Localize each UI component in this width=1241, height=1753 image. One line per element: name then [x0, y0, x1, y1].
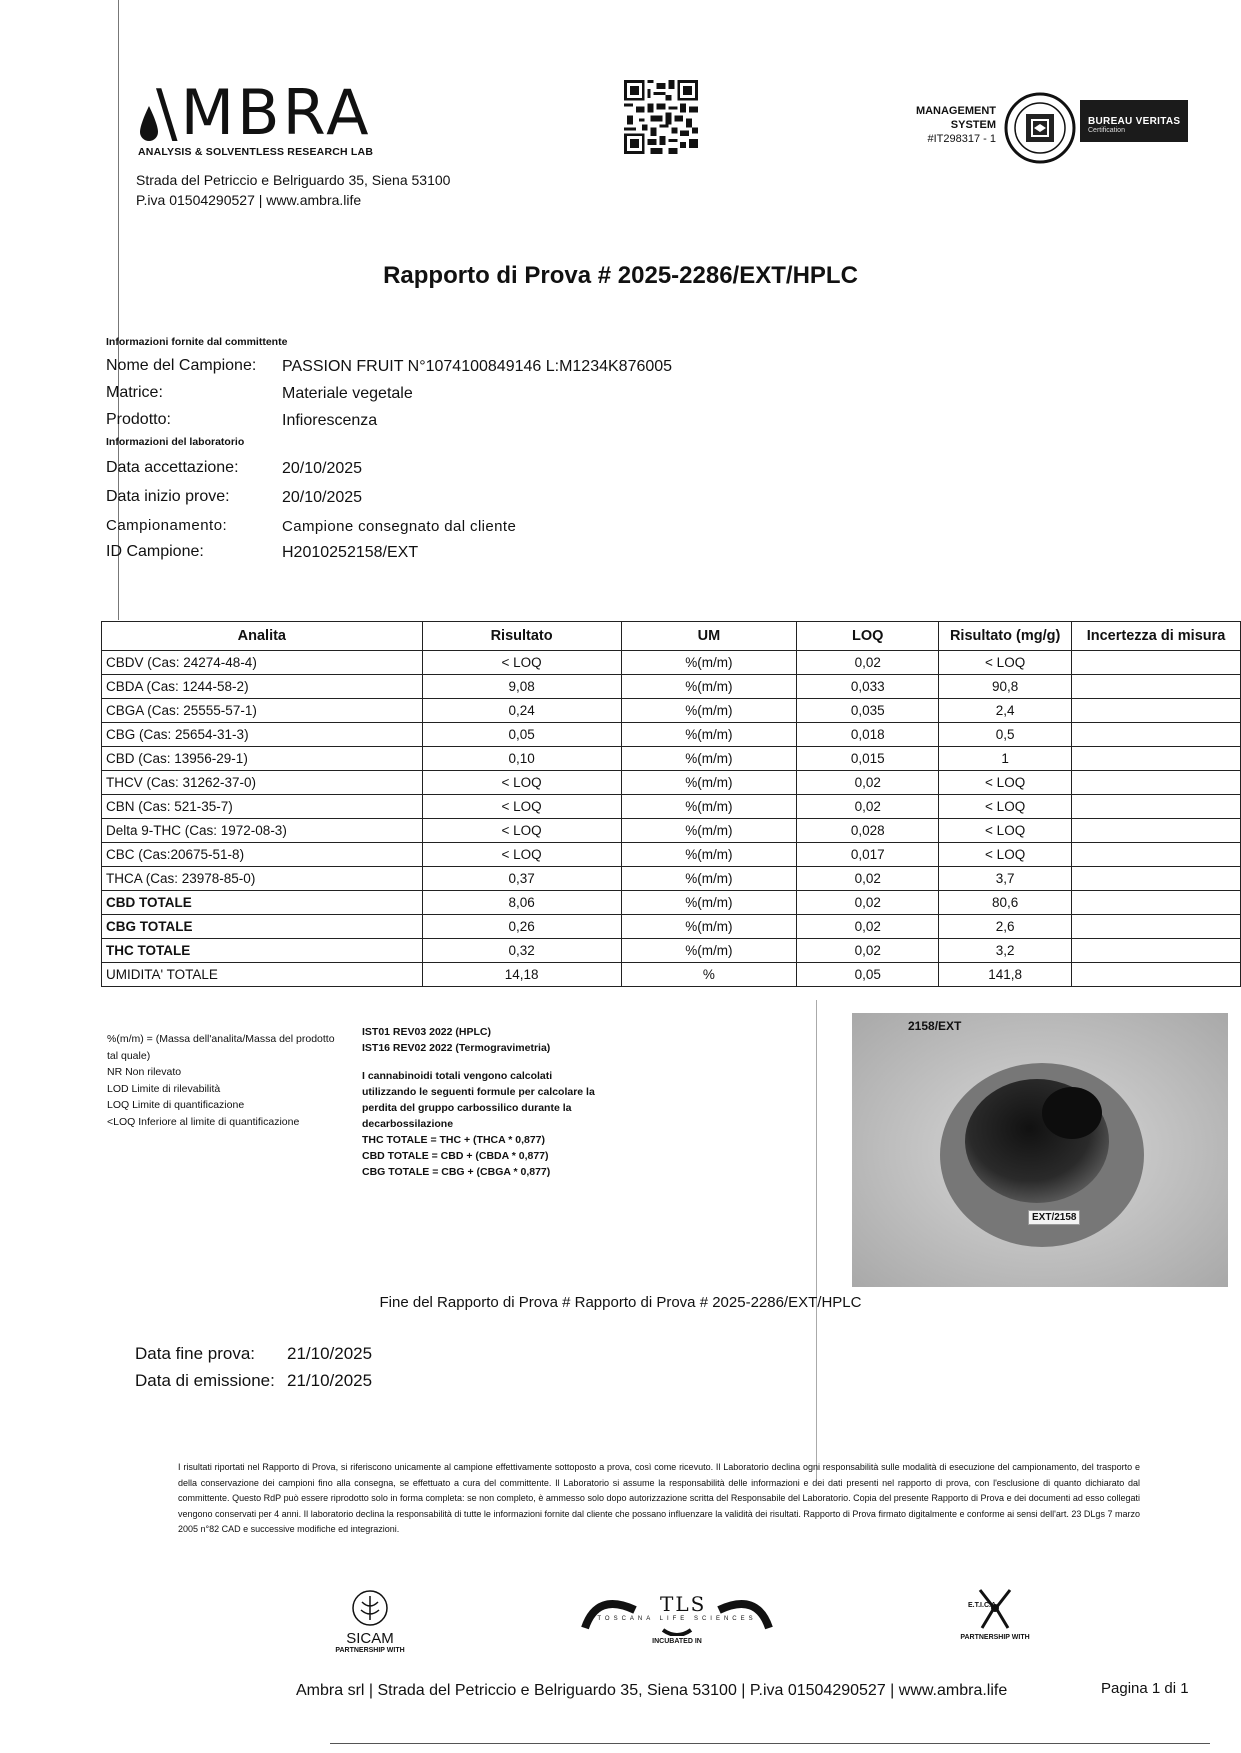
- end-of-report: Fine del Rapporto di Prova # Rapporto di Prova # 2025-2286/EXT/HPLC: [379, 1294, 862, 1311]
- info-label: Nome del Campione:: [106, 357, 257, 374]
- cell-um: %(m/m): [621, 939, 797, 963]
- cell-analita: THCV (Cas: 31262-37-0): [102, 771, 423, 795]
- methods-block: [362, 1024, 602, 1180]
- sample-id-value: H2010252158/EXT: [282, 544, 419, 561]
- vat-website-line: P.iva 01504290527 | www.ambra.life: [136, 192, 362, 208]
- cell-inc: [1072, 867, 1241, 891]
- cell-inc: [1072, 747, 1241, 771]
- cell-mg: 2,6: [939, 915, 1072, 939]
- cell-um: %(m/m): [621, 651, 797, 675]
- partner-caption: PARTNERSHIP WITH: [335, 1647, 405, 1654]
- badge-name: BUREAU VERITAS: [1088, 116, 1181, 127]
- qr-code-icon: [622, 80, 700, 154]
- cell-risultato: 0,05: [422, 723, 621, 747]
- cell-analita: CBG TOTALE: [102, 915, 423, 939]
- cell-loq: 0,02: [797, 867, 939, 891]
- results-table: [101, 621, 1241, 987]
- cell-risultato: 14,18: [422, 963, 621, 987]
- formula-line: CBD TOTALE = CBD + (CBDA * 0,877): [362, 1150, 549, 1162]
- cell-loq: 0,02: [797, 939, 939, 963]
- partner-tls: [572, 1588, 782, 1645]
- cell-analita: CBG (Cas: 25654-31-3): [102, 723, 423, 747]
- cell-loq: 0,018: [797, 723, 939, 747]
- sicam-logo-icon: [350, 1588, 390, 1628]
- column-header: Risultato (mg/g): [939, 622, 1072, 651]
- cell-risultato: 9,08: [422, 675, 621, 699]
- partner-caption: INCUBATED IN: [652, 1638, 702, 1645]
- acceptance-date-value: 20/10/2025: [282, 460, 363, 477]
- sample-name-value: PASSION FRUIT N°1074100849146 L:M1234K876005: [282, 358, 673, 375]
- cell-analita: THC TOTALE: [102, 939, 423, 963]
- table-row: [102, 771, 1241, 795]
- cell-um: %(m/m): [621, 843, 797, 867]
- product-value: Infiorescenza: [282, 412, 378, 429]
- info-label: Campionamento:: [106, 517, 228, 534]
- logo-tagline: ANALYSIS & SOLVENTLESS RESEARCH LAB: [138, 146, 374, 158]
- cell-mg: < LOQ: [939, 651, 1072, 675]
- table-row: [102, 891, 1241, 915]
- cell-mg: 0,5: [939, 723, 1072, 747]
- cell-inc: [1072, 939, 1241, 963]
- test-end-date: 21/10/2025: [287, 1344, 373, 1363]
- table-row: [102, 651, 1241, 675]
- photo-label: 2158/EXT: [908, 1019, 962, 1033]
- cell-mg: 80,6: [939, 891, 1072, 915]
- partner-etica: [950, 1586, 1040, 1641]
- table-row: [102, 795, 1241, 819]
- cell-um: %(m/m): [621, 699, 797, 723]
- cell-risultato: < LOQ: [422, 651, 621, 675]
- partner-name: E.T.I.C.A.: [968, 1602, 998, 1609]
- cell-mg: 90,8: [939, 675, 1072, 699]
- client-info-heading: Informazioni fornite dal committente: [106, 336, 288, 348]
- cell-um: %(m/m): [621, 891, 797, 915]
- cell-risultato: 8,06: [422, 891, 621, 915]
- method-line: IST16 REV02 2022 (Termogravimetria): [362, 1042, 551, 1054]
- cell-mg: < LOQ: [939, 771, 1072, 795]
- formula-intro: I cannabinoidi totali vengono calcolati utilizzando le seguenti formule per calcolare la perdita del gruppo carbossilico durante la decarbossilazione: [362, 1070, 595, 1130]
- cell-loq: 0,015: [797, 747, 939, 771]
- logo-text: MBRA: [180, 76, 372, 149]
- cell-analita: THCA (Cas: 23978-85-0): [102, 867, 423, 891]
- cell-analita: CBGA (Cas: 25555-57-1): [102, 699, 423, 723]
- issue-date: 21/10/2025: [287, 1371, 373, 1390]
- cell-inc: [1072, 651, 1241, 675]
- legend-item: LOQ Limite di quantificazione: [107, 1099, 245, 1111]
- info-label: Data accettazione:: [106, 459, 239, 476]
- partner-sicam: [330, 1588, 410, 1654]
- cell-inc: [1072, 843, 1241, 867]
- management-system-cert: [880, 104, 996, 146]
- legend-item: NR Non rilevato: [107, 1066, 182, 1078]
- cell-mg: 1: [939, 747, 1072, 771]
- cert-number: #IT298317 - 1: [927, 133, 996, 145]
- method-line: IST01 REV03 2022 (HPLC): [362, 1026, 491, 1038]
- cell-inc: [1072, 915, 1241, 939]
- cell-loq: 0,02: [797, 795, 939, 819]
- etica-logo-icon: [970, 1586, 1020, 1632]
- test-start-date-value: 20/10/2025: [282, 489, 363, 506]
- lab-info-heading: Informazioni del laboratorio: [106, 436, 245, 448]
- cell-loq: 0,02: [797, 651, 939, 675]
- cell-um: %(m/m): [621, 915, 797, 939]
- page-number: Pagina 1 di 1: [1101, 1680, 1189, 1697]
- table-row: [102, 747, 1241, 771]
- cell-mg: 141,8: [939, 963, 1072, 987]
- matrix-value: Materiale vegetale: [282, 385, 413, 402]
- bureau-veritas-seal-icon: [1004, 90, 1076, 166]
- scan-artifact-line: [816, 1000, 817, 1480]
- table-row: [102, 963, 1241, 987]
- lab-logo: [138, 76, 418, 158]
- cell-um: %(m/m): [621, 675, 797, 699]
- cell-loq: 0,02: [797, 915, 939, 939]
- cell-um: %(m/m): [621, 723, 797, 747]
- cell-inc: [1072, 963, 1241, 987]
- date-label: Data fine prova:: [135, 1344, 256, 1363]
- cell-um: %(m/m): [621, 771, 797, 795]
- cert-line: MANAGEMENT: [915, 105, 996, 117]
- cell-loq: 0,05: [797, 963, 939, 987]
- cell-analita: CBC (Cas:20675-51-8): [102, 843, 423, 867]
- cell-mg: 2,4: [939, 699, 1072, 723]
- partner-caption: PARTNERSHIP WITH: [960, 1634, 1030, 1641]
- cell-mg: 3,7: [939, 867, 1072, 891]
- cell-risultato: 0,24: [422, 699, 621, 723]
- cell-risultato: 0,32: [422, 939, 621, 963]
- cell-inc: [1072, 795, 1241, 819]
- cell-risultato: < LOQ: [422, 819, 621, 843]
- cell-risultato: 0,37: [422, 867, 621, 891]
- cell-risultato: 0,10: [422, 747, 621, 771]
- cell-inc: [1072, 771, 1241, 795]
- cell-inc: [1072, 699, 1241, 723]
- lab-address: [136, 170, 450, 210]
- cell-risultato: < LOQ: [422, 771, 621, 795]
- cell-analita: Delta 9-THC (Cas: 1972-08-3): [102, 819, 423, 843]
- cell-um: %(m/m): [621, 795, 797, 819]
- cell-mg: < LOQ: [939, 795, 1072, 819]
- footer: Ambra srl | Strada del Petriccio e Belriguardo 35, Siena 53100 | P.iva 01504290527 | www.ambra.life: [296, 1682, 1008, 1699]
- cell-um: %(m/m): [621, 867, 797, 891]
- table-row: [102, 675, 1241, 699]
- column-header: Analita: [102, 622, 423, 651]
- legend-item: %(m/m) = (Massa dell'analita/Massa del prodotto tal quale): [107, 1033, 335, 1062]
- sample-photo: [852, 1013, 1228, 1287]
- cell-inc: [1072, 723, 1241, 747]
- cell-analita: CBD (Cas: 13956-29-1): [102, 747, 423, 771]
- column-header: UM: [621, 622, 797, 651]
- report-title: Rapporto di Prova # 2025-2286/EXT/HPLC: [383, 262, 858, 289]
- info-label: Prodotto:: [106, 411, 171, 428]
- cell-loq: 0,02: [797, 771, 939, 795]
- partner-name: TLS: [660, 1592, 707, 1616]
- cell-mg: < LOQ: [939, 819, 1072, 843]
- partner-sub: TOSCANA LIFE SCIENCES: [597, 1616, 757, 1622]
- scan-artifact-line: [330, 1743, 1210, 1744]
- cell-analita: CBN (Cas: 521-35-7): [102, 795, 423, 819]
- formula-line: CBG TOTALE = CBG + (CBGA * 0,877): [362, 1166, 551, 1178]
- cell-loq: 0,033: [797, 675, 939, 699]
- disclaimer: I risultati riportati nel Rapporto di Prova, si riferiscono unicamente al campione effettivamente sottoposto a prova, così come ricevuto. Il Laboratorio declina ogni responsabilità sulle modalità di esecuzione del campionamento, del trasporto e della conservazione dei campioni fino alla consegna, se effettuato a cura del committente. Il Laboratorio si assume la responsabilità delle informazioni e dei dati presenti nel rapporto di prova, con l'esclusione di quanto dichiarato dal committente. Questo RdP può essere riprodotto solo in forma completa: se non completo, è ammesso solo dopo autorizzazione scritta del Responsabile del Laboratorio. Copia del presente Rapporto di Prova e dei documenti ad esso collegati vengono conservati per 4 anni. Il laboratorio declina la responsabilità di tutte le informazioni fornite dal cliente che possano influenzare la validità dei risultati. Rapporto di Prova firmato digitalmente e conforme ai sensi dell'art. 23 DLgs 7 marzo 2005 n°82 CAD e successive modifiche ed integrazioni.: [178, 1462, 1140, 1534]
- table-row: [102, 867, 1241, 891]
- cell-mg: < LOQ: [939, 843, 1072, 867]
- cell-mg: 3,2: [939, 939, 1072, 963]
- cell-analita: CBDA (Cas: 1244-58-2): [102, 675, 423, 699]
- cell-loq: 0,017: [797, 843, 939, 867]
- legend-item: LOD Limite di rilevabilità: [107, 1082, 221, 1095]
- cell-analita: UMIDITA' TOTALE: [102, 963, 423, 987]
- cell-risultato: < LOQ: [422, 843, 621, 867]
- badge-sub: Certification: [1088, 127, 1125, 134]
- logo-slash: \: [156, 77, 181, 151]
- legend-item: <LOQ Inferiore al limite di quantificazione: [107, 1115, 300, 1128]
- column-header: LOQ: [797, 622, 939, 651]
- table-row: [102, 819, 1241, 843]
- bureau-veritas-badge: [1080, 100, 1188, 142]
- column-header: Risultato: [422, 622, 621, 651]
- table-row: [102, 723, 1241, 747]
- table-row: [102, 843, 1241, 867]
- cert-line: SYSTEM: [950, 119, 996, 131]
- cell-um: %(m/m): [621, 747, 797, 771]
- info-label: Matrice:: [106, 384, 163, 401]
- cell-risultato: < LOQ: [422, 795, 621, 819]
- column-header: Incertezza di misura: [1072, 622, 1241, 651]
- cell-loq: 0,02: [797, 891, 939, 915]
- date-label: Data di emissione:: [135, 1371, 275, 1390]
- info-label: Data inizio prove:: [106, 488, 230, 505]
- cell-um: %: [621, 963, 797, 987]
- cell-inc: [1072, 891, 1241, 915]
- cell-risultato: 0,26: [422, 915, 621, 939]
- table-row: [102, 915, 1241, 939]
- logo-wordmark: [138, 76, 418, 151]
- legend: [107, 1031, 347, 1130]
- photo-sticker: EXT/2158: [1028, 1210, 1080, 1225]
- cell-analita: CBDV (Cas: 24274-48-4): [102, 651, 423, 675]
- dates-block: [135, 1340, 372, 1394]
- partner-name: SICAM: [346, 1630, 394, 1647]
- cell-inc: [1072, 675, 1241, 699]
- table-header-row: [102, 622, 1241, 651]
- cell-loq: 0,028: [797, 819, 939, 843]
- cell-analita: CBD TOTALE: [102, 891, 423, 915]
- sampling-value: Campione consegnato dal cliente: [282, 518, 517, 535]
- cell-loq: 0,035: [797, 699, 939, 723]
- formula-line: THC TOTALE = THC + (THCA * 0,877): [362, 1134, 545, 1146]
- info-label: ID Campione:: [106, 543, 204, 560]
- table-row: [102, 939, 1241, 963]
- address-line: Strada del Petriccio e Belriguardo 35, Siena 53100: [136, 172, 451, 188]
- cell-um: %(m/m): [621, 819, 797, 843]
- table-row: [102, 699, 1241, 723]
- cell-inc: [1072, 819, 1241, 843]
